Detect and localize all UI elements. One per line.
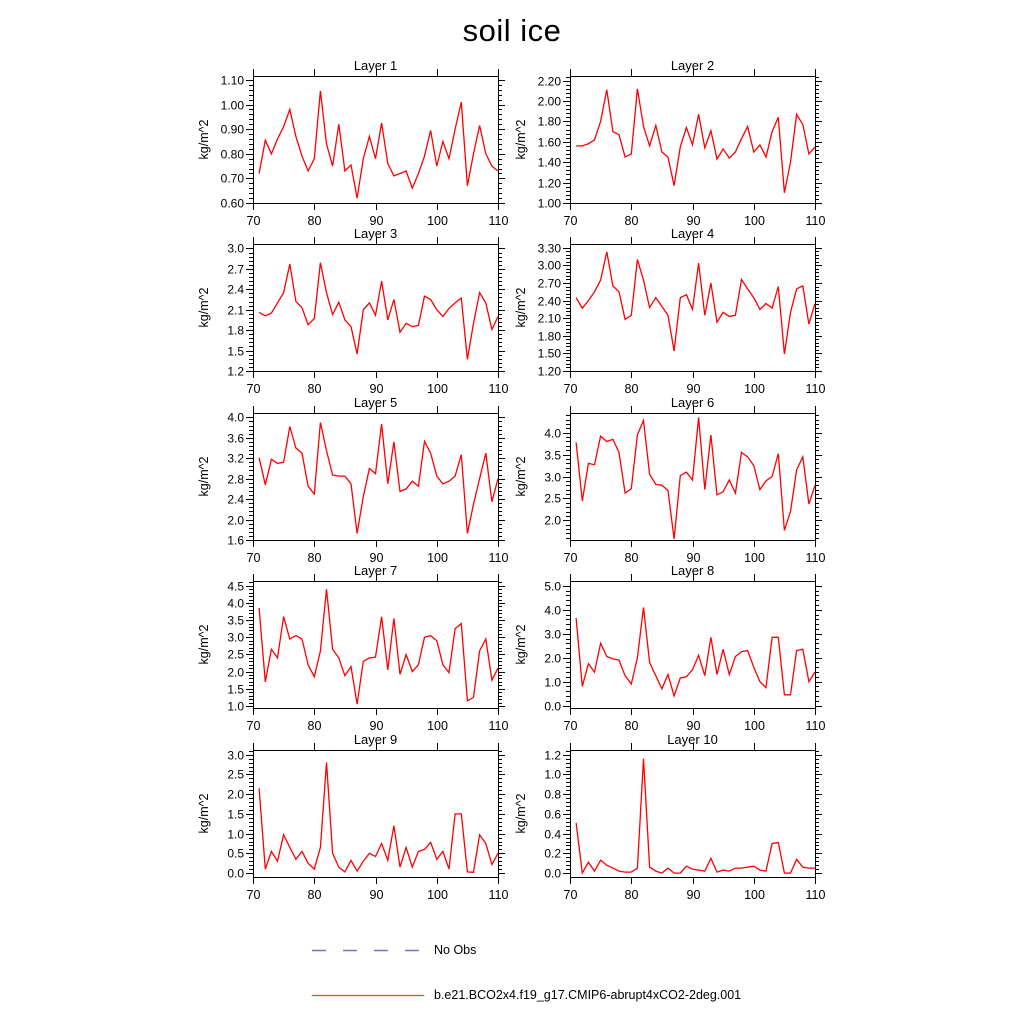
y-tick-label: 3.2 — [227, 451, 244, 466]
x-tick-label: 110 — [488, 382, 509, 396]
y-tick-label: 2.0 — [227, 513, 244, 528]
y-tick-label: 3.6 — [227, 431, 244, 446]
panel-layer-6 — [514, 395, 826, 565]
x-tick-label: 110 — [805, 888, 826, 902]
panel-title: Layer 10 — [667, 732, 718, 747]
y-tick-label: 1.10 — [220, 73, 244, 88]
y-tick-label: 1.50 — [537, 346, 561, 361]
y-tick-label: 2.8 — [227, 472, 244, 487]
x-tick-label: 100 — [744, 888, 765, 902]
y-tick-label: 0.0 — [544, 866, 561, 881]
y-tick-label: 1.8 — [227, 323, 244, 338]
x-tick-label: 110 — [488, 719, 509, 733]
legend-label-no-obs: No Obs — [434, 943, 477, 957]
x-tick-label: 70 — [246, 719, 261, 733]
x-tick-label: 100 — [427, 382, 448, 396]
x-tick-label: 100 — [744, 719, 765, 733]
series-line — [259, 263, 498, 360]
y-tick-label: 0.0 — [227, 866, 244, 881]
y-tick-label: 2.20 — [537, 74, 561, 89]
y-axis-label: kg/m^2 — [197, 456, 211, 497]
panel-title: Layer 8 — [670, 563, 715, 578]
y-tick-label: 2.5 — [227, 767, 244, 782]
x-tick-label: 100 — [427, 214, 448, 228]
x-tick-label: 90 — [686, 382, 701, 396]
panel-layer-4 — [514, 226, 826, 396]
y-tick-label: 2.40 — [537, 294, 561, 309]
x-tick-label: 70 — [246, 382, 261, 396]
series-line — [259, 91, 498, 198]
y-tick-label: 4.0 — [227, 410, 244, 425]
panel-title: Layer 7 — [353, 563, 398, 578]
x-tick-label: 80 — [624, 551, 639, 565]
y-tick-label: 1.00 — [220, 98, 244, 113]
panel-layer-5 — [197, 395, 509, 565]
panel-layer-9 — [197, 732, 509, 902]
panel-title: Layer 2 — [670, 58, 715, 73]
y-tick-label: 2.00 — [537, 94, 561, 109]
panel-title: Layer 6 — [670, 395, 715, 410]
x-tick-label: 80 — [307, 382, 322, 396]
panel-title: Layer 1 — [353, 58, 398, 73]
y-tick-label: 1.5 — [227, 682, 244, 697]
series-line — [576, 252, 815, 354]
y-tick-label: 4.5 — [227, 579, 244, 594]
y-axis-label: kg/m^2 — [514, 456, 528, 497]
y-tick-label: 1.5 — [227, 807, 244, 822]
x-tick-label: 80 — [307, 214, 322, 228]
y-tick-label: 1.0 — [544, 675, 561, 690]
x-tick-label: 70 — [563, 551, 578, 565]
y-axis-label: kg/m^2 — [197, 119, 211, 160]
x-tick-label: 80 — [624, 214, 639, 228]
y-tick-label: 2.4 — [227, 492, 244, 507]
x-tick-label: 70 — [246, 214, 261, 228]
x-tick-label: 80 — [307, 719, 322, 733]
y-tick-label: 2.0 — [544, 513, 561, 528]
y-tick-label: 0.6 — [544, 807, 561, 822]
legend-label-series: b.e21.BCO2x4.f19_g17.CMIP6-abrupt4xCO2-2deg.001 — [434, 988, 742, 1002]
series-line — [576, 417, 815, 539]
x-tick-label: 70 — [563, 719, 578, 733]
y-axis-label: kg/m^2 — [197, 793, 211, 834]
y-tick-label: 1.6 — [227, 533, 244, 548]
x-tick-label: 110 — [805, 551, 826, 565]
y-tick-label: 3.0 — [227, 241, 244, 256]
panel-title: Layer 3 — [353, 226, 398, 241]
y-tick-label: 2.0 — [227, 665, 244, 680]
y-tick-label: 3.5 — [544, 448, 561, 463]
y-axis-label: kg/m^2 — [514, 287, 528, 328]
x-tick-label: 110 — [805, 719, 826, 733]
y-tick-label: 1.00 — [537, 196, 561, 211]
x-tick-label: 70 — [563, 382, 578, 396]
y-tick-label: 1.60 — [537, 135, 561, 150]
y-tick-label: 0.60 — [220, 196, 244, 211]
y-tick-label: 1.20 — [537, 176, 561, 191]
y-tick-label: 3.00 — [537, 258, 561, 273]
y-tick-label: 1.40 — [537, 155, 561, 170]
y-tick-label: 3.0 — [544, 627, 561, 642]
series-line — [259, 763, 498, 873]
axis-frame — [254, 414, 499, 541]
y-tick-label: 3.0 — [227, 748, 244, 763]
y-tick-label: 1.0 — [227, 699, 244, 714]
axis-frame — [254, 582, 499, 709]
y-tick-label: 2.0 — [544, 651, 561, 666]
y-tick-label: 0.80 — [220, 147, 244, 162]
panel-title: Layer 9 — [353, 732, 398, 747]
x-tick-label: 110 — [488, 888, 509, 902]
y-tick-label: 2.7 — [227, 262, 244, 277]
x-tick-label: 90 — [369, 719, 384, 733]
x-tick-label: 90 — [369, 888, 384, 902]
y-axis-label: kg/m^2 — [514, 793, 528, 834]
y-tick-label: 1.20 — [537, 364, 561, 379]
y-tick-label: 2.0 — [227, 787, 244, 802]
x-tick-label: 100 — [744, 382, 765, 396]
x-tick-label: 70 — [246, 551, 261, 565]
panel-layer-2 — [514, 58, 826, 228]
x-tick-label: 90 — [369, 382, 384, 396]
panel-title: Layer 5 — [353, 395, 398, 410]
x-tick-label: 80 — [624, 888, 639, 902]
x-tick-label: 100 — [427, 719, 448, 733]
x-tick-label: 90 — [369, 214, 384, 228]
y-tick-label: 0.0 — [544, 699, 561, 714]
x-tick-label: 100 — [427, 888, 448, 902]
y-tick-label: 4.0 — [227, 596, 244, 611]
y-tick-label: 0.90 — [220, 122, 244, 137]
y-tick-label: 4.0 — [544, 603, 561, 618]
no-obs-line-swatch — [311, 948, 425, 953]
series-line-swatch — [311, 993, 425, 998]
axis-frame — [571, 751, 816, 878]
x-tick-label: 90 — [686, 719, 701, 733]
y-axis-label: kg/m^2 — [514, 624, 528, 665]
panel-layer-10 — [514, 732, 826, 902]
panel-layer-8 — [514, 563, 826, 733]
y-axis-label: kg/m^2 — [197, 287, 211, 328]
y-tick-label: 3.5 — [227, 613, 244, 628]
x-tick-label: 80 — [624, 719, 639, 733]
y-tick-label: 2.5 — [227, 647, 244, 662]
y-tick-label: 3.0 — [544, 470, 561, 485]
y-tick-label: 4.0 — [544, 426, 561, 441]
y-tick-label: 5.0 — [544, 579, 561, 594]
y-tick-label: 0.70 — [220, 171, 244, 186]
y-tick-label: 2.70 — [537, 276, 561, 291]
y-tick-label: 0.2 — [544, 846, 561, 861]
y-tick-label: 0.4 — [544, 827, 561, 842]
x-tick-label: 110 — [805, 214, 826, 228]
x-tick-label: 80 — [307, 888, 322, 902]
axis-frame — [254, 77, 499, 204]
y-tick-label: 1.2 — [544, 748, 561, 763]
x-tick-label: 80 — [307, 551, 322, 565]
legend-entry-no-obs — [311, 942, 476, 958]
series-line — [576, 89, 815, 193]
y-tick-label: 3.0 — [227, 630, 244, 645]
x-tick-label: 110 — [488, 551, 509, 565]
x-tick-label: 100 — [744, 551, 765, 565]
y-axis-label: kg/m^2 — [514, 119, 528, 160]
panel-layer-3 — [197, 226, 509, 396]
series-line — [259, 423, 498, 534]
x-tick-label: 70 — [246, 888, 261, 902]
y-tick-label: 0.8 — [544, 787, 561, 802]
x-tick-label: 70 — [563, 214, 578, 228]
y-tick-label: 2.4 — [227, 282, 244, 297]
series-line — [259, 589, 498, 704]
x-tick-label: 90 — [686, 551, 701, 565]
panel-title: Layer 4 — [670, 226, 715, 241]
x-tick-label: 110 — [488, 214, 509, 228]
y-tick-label: 1.5 — [227, 344, 244, 359]
x-tick-label: 90 — [686, 214, 701, 228]
y-tick-label: 0.5 — [227, 846, 244, 861]
x-tick-label: 80 — [624, 382, 639, 396]
x-tick-label: 110 — [805, 382, 826, 396]
y-tick-label: 1.2 — [227, 364, 244, 379]
x-tick-label: 100 — [744, 214, 765, 228]
x-tick-label: 70 — [563, 888, 578, 902]
y-tick-label: 1.80 — [537, 114, 561, 129]
panel-layer-1 — [197, 58, 509, 228]
x-tick-label: 100 — [427, 551, 448, 565]
series-line — [576, 607, 815, 696]
chart-title: soil ice — [462, 13, 562, 48]
x-tick-label: 90 — [686, 888, 701, 902]
y-tick-label: 1.0 — [544, 767, 561, 782]
y-axis-label: kg/m^2 — [197, 624, 211, 665]
y-tick-label: 1.80 — [537, 329, 561, 344]
y-tick-label: 2.5 — [544, 491, 561, 506]
panel-layer-7 — [197, 563, 509, 733]
y-tick-label: 2.1 — [227, 303, 244, 318]
legend-entry-series — [311, 987, 741, 1003]
series-line — [576, 759, 815, 873]
y-tick-label: 2.10 — [537, 311, 561, 326]
y-tick-label: 3.30 — [537, 241, 561, 256]
y-tick-label: 1.0 — [227, 827, 244, 842]
x-tick-label: 90 — [369, 551, 384, 565]
